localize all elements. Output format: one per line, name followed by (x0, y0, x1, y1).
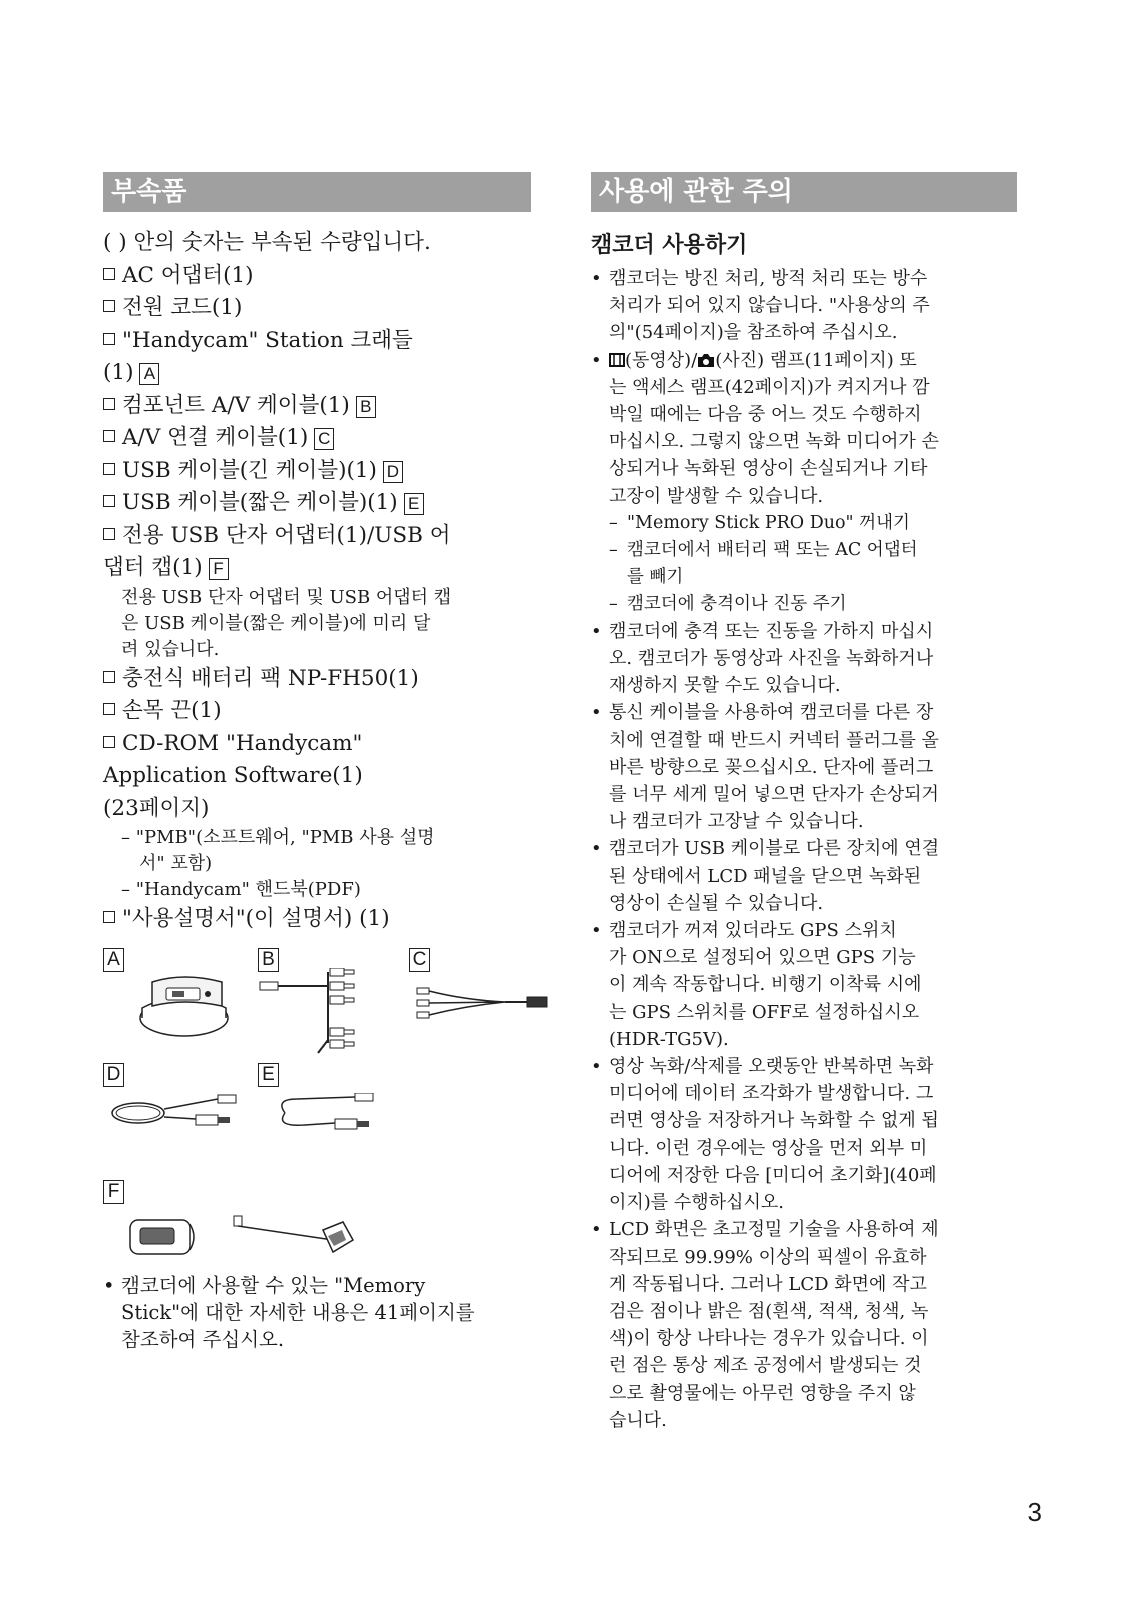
subsection-title: 캠코더 사용하기 (591, 233, 748, 258)
checkbox-icon (103, 495, 115, 507)
illustration-label-f: F (103, 1180, 124, 1204)
illustration-label-a: A (103, 948, 124, 972)
usb-adapter-illustration (128, 1210, 358, 1268)
av-cable-illustration (415, 986, 555, 1026)
label-badge: C (314, 428, 334, 450)
precautions-list (591, 265, 1017, 1434)
sub-item: – "Memory Stick PRO Duo" 꺼내기 (609, 512, 910, 533)
movie-icon (609, 352, 625, 368)
checkbox-icon (103, 736, 115, 748)
label-badge: A (139, 363, 159, 385)
list-item: "Handycam" Station 크래들 (103, 325, 531, 358)
section-heading-accessories: 부속품 (103, 172, 531, 212)
bullet-item: • 캠코더에 충격 또는 진동을 가하지 마십시 오. 캠코더가 동영상과 사진을 녹화하거나 재생하지 못할 수도 있습니다. (591, 620, 934, 697)
section-heading-precautions: 사용에 관한 주의 (591, 172, 1017, 212)
usb-cable-short-illustration (275, 1093, 385, 1133)
component-cable-illustration (258, 968, 378, 1058)
memory-stick-note: • 캠코더에 사용할 수 있는 "Memory Stick"에 대한 자세한 내용은 41페이지를 참조하여 주십시오. (103, 1273, 475, 1351)
sub-item: – 캠코더에서 배터리 팩 또는 AC 어댑터 를 빼기 (609, 539, 918, 587)
list-item: 손목 끈(1) (103, 695, 531, 728)
label-badge: B (356, 396, 376, 418)
page-number: 3 (1027, 1497, 1042, 1527)
bullet-item: • 캠코더는 방진 처리, 방적 처리 또는 방수 처리가 되어 있지 않습니다. "사용상의 주 의"(54페이지)을 참조하여 주십시오. (591, 268, 930, 344)
bullet-item: • 캠코더가 USB 케이블로 다른 장치에 연결 된 상태에서 LCD 패널을 닫으면 녹화된 영상이 손실될 수 있습니다. (591, 838, 940, 914)
illustration-label-d: D (103, 1063, 124, 1087)
list-item: USB 케이블(긴 케이블)(1) D (103, 455, 531, 488)
list-item: 컴포넌트 A/V 케이블(1) B (103, 390, 531, 423)
adapter-note: 전용 USB 단자 어댑터 및 USB 어댑터 캡 은 USB 케이블(짧은 케이블)에 미리 달 려 있습니다. (121, 586, 452, 660)
list-item: A/V 연결 케이블(1) C (103, 422, 531, 455)
precautions-column (591, 172, 1017, 1434)
illustration-label-b: B (258, 948, 279, 972)
list-item: 충전식 배터리 팩 NP-FH50(1) (103, 663, 531, 696)
bullet-item: • 통신 케이블을 사용하여 캠코더를 다른 장 치에 연결할 때 반드시 커넥터 플러그를 올 바른 방향으로 꽂으십시오. 단자에 플러그 를 너무 세게 밀어 넣으면 단자가 손상되거 나 캠코더가 고장날 수 있습니다. (591, 702, 939, 833)
usb-cable-long-illustration (108, 1093, 248, 1133)
illustration-label-e: E (258, 1063, 279, 1087)
list-item-continued: (1) A (103, 357, 531, 390)
list-item: USB 케이블(짧은 케이블)(1) E (103, 487, 531, 520)
checkbox-icon (103, 430, 115, 442)
accessories-column (103, 172, 531, 1353)
list-item: "사용설명서"(이 설명서) (1) (103, 903, 531, 936)
illustration-label-c: C (409, 948, 430, 972)
list-item-continued: 댑터 캡(1) F (103, 552, 531, 585)
list-item-continued: Application Software(1) (103, 763, 363, 788)
label-badge: F (209, 558, 229, 580)
label-badge: D (383, 461, 403, 483)
checkbox-icon (103, 911, 115, 923)
list-item: 전용 USB 단자 어댑터(1)/USB 어 (103, 520, 531, 553)
station-cradle-illustration (138, 968, 238, 1043)
label-badge: E (404, 493, 424, 515)
list-item: CD-ROM "Handycam" (103, 728, 531, 761)
sub-item: – 캠코더에 충격이나 진동 주기 (609, 593, 847, 614)
camera-icon (697, 352, 715, 368)
checkbox-icon (103, 300, 115, 312)
checkbox-icon (103, 463, 115, 475)
bullet-item: • (동영상)/ (사진) 램프(11페이지) 또 는 액세스 램프(42페이지)가 켜지거나 깜 박일 때에는 다음 중 어느 것도 수행하지 마십시오. 그렇지 않으면 녹화 미디어가 손 상되거나 녹화된 영상이 손실되거나 기타 고장이 발생할 수 있습니다. (591, 349, 939, 507)
bullet-item: • LCD 화면은 초고정밀 기술을 사용하여 제 작되므로 99.99% 이상의 픽셀이 유효하 게 작동됩니다. 그러나 LCD 화면에 작고 검은 점이나 밝은 점(흰색, 적색, 청색, 녹 색)이 항상 나타나는 경우가 있습니다. 이 런 점은 통상 제조 공정에서 발생되는 것 으로 촬영물에는 아무런 영향을 주지 않 습니다. (591, 1219, 939, 1431)
list-item: 전원 코드(1) (103, 292, 531, 325)
sub-item: – "PMB"(소프트웨어, "PMB 사용 설명 서" 포함) (121, 827, 435, 874)
sub-item: – "Handycam" 핸드북(PDF) (121, 879, 361, 900)
bullet-item: • 영상 녹화/삭제를 오랫동안 반복하면 녹화 미디어에 데이터 조각화가 발생합니다. 그 러면 영상을 저장하거나 녹화할 수 없게 됩 니다. 이런 경우에는 영상을 먼저 외부 미 디어에 저장한 다음 [미디어 초기화](40페 이지)를 수행하십시오. (591, 1056, 939, 1214)
list-item: AC 어댑터(1) (103, 260, 531, 293)
intro-text: ( ) 안의 숫자는 부속된 수량입니다. (103, 230, 431, 255)
checkbox-icon (103, 671, 115, 683)
checkbox-icon (103, 528, 115, 540)
checkbox-icon (103, 398, 115, 410)
checkbox-icon (103, 268, 115, 280)
checkbox-icon (103, 703, 115, 715)
accessories-list (103, 227, 531, 936)
bullet-item: • 캠코더가 꺼져 있더라도 GPS 스위치 가 ON으로 설정되어 있으면 GPS 기능 이 계속 작동합니다. 비행기 이착륙 시에 는 GPS 스위치를 OFF로 설정하십시오 (HDR-TG5V). (591, 920, 922, 1050)
checkbox-icon (103, 333, 115, 345)
list-item-continued: (23페이지) (103, 795, 210, 821)
accessory-illustrations (103, 948, 531, 1268)
